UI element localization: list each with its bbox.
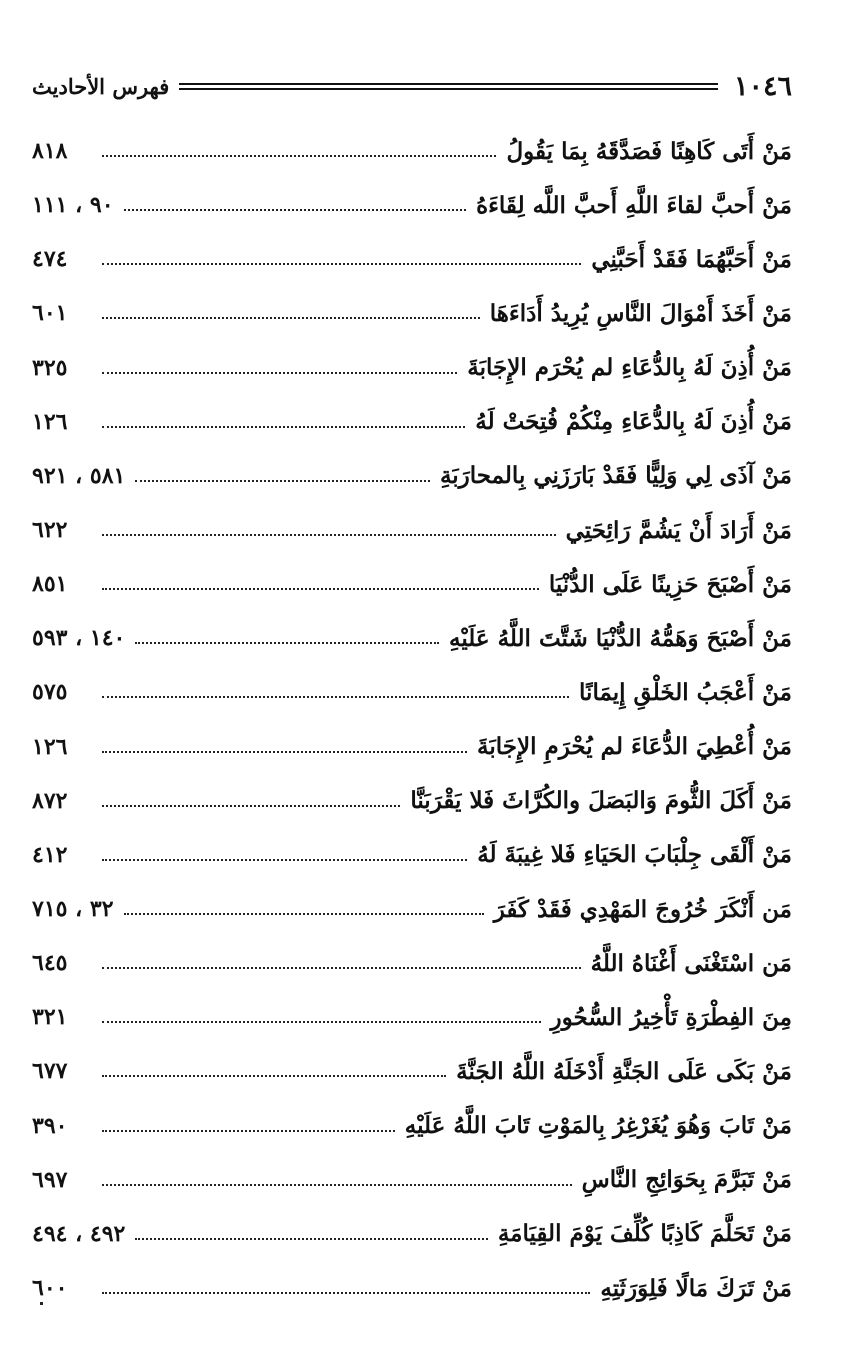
page-reference: ٦٠٠ [32,1275,68,1302]
page-reference: ٦٧٧ [32,1058,68,1085]
dot-leader [102,534,556,536]
dot-leader [102,263,581,265]
hadith-text: مَنْ أَتَى كَاهِنًا فَصَدَّقَهُ بِمَا يَقُولُ [506,137,792,165]
index-entry [32,665,792,719]
page-reference: ٤١٢ [32,841,68,868]
hadith-text: مَنْ أَخَذَ أَمْوَالَ النَّاسِ يُرِيدُ أَدَاءَهَا [489,299,792,327]
index-entry [32,286,792,340]
dot-leader [102,751,467,753]
dot-leader [102,859,467,861]
page-reference: ٦٩٧ [32,1166,68,1193]
page-reference: ١٢٦ [32,733,68,760]
scan-speck [40,1302,43,1305]
hadith-text: مَنْ أَصْبَحَ وَهَمُّهُ الدُّنْيَا شَتَّتَ اللَّهُ عَلَيْهِ [448,624,792,652]
dot-leader [102,805,400,807]
index-entry [32,936,792,990]
page-reference: ٦٤٥ [32,950,68,977]
page-reference: ٦٢٢ [32,517,68,544]
index-entry [32,720,792,774]
index-entry [32,449,792,503]
hadith-text: مَنْ أُذِنَ لَهُ بِالدُّعَاءِ مِنْكُمْ فُتِحَتْ لَهُ [475,408,792,436]
index-entry [32,557,792,611]
page-reference: ٥٨١ ، ٩٢١ [32,462,126,489]
index-entry [32,990,792,1044]
index-entry [32,503,792,557]
hadith-text: مَنْ أَكَلَ الثُّومَ وَالبَصَلَ والكُرَّاثَ فَلا يَقْرَبَنَّا [410,787,792,815]
hadith-text: مِنَ الفِطْرَةِ تَأْخِيرُ السُّحُورِ [550,1003,792,1031]
page-reference: ٨١٨ [32,138,68,165]
page-reference: ٨٧٢ [32,787,68,814]
index-entry [32,1153,792,1207]
dot-leader [102,588,539,590]
dot-leader [102,1021,541,1023]
index-entry [32,774,792,828]
running-title: فهرس الأحاديث [32,73,170,99]
hadith-text: مَنْ تَرَكَ مَالًا فَلِوَرَثَتِهِ [600,1274,792,1302]
page-number: ١٠٤٦ [733,70,792,102]
page-reference: ٤٧٤ [32,246,68,273]
hadith-text: مَنْ بَكَى عَلَى الجَنَّةِ أَدْخَلَهُ اللَّهُ الجَنَّةَ [456,1057,792,1085]
dot-leader [102,1292,590,1294]
dot-leader [102,696,569,698]
hadith-text: مَن اسْتَغْنَى أَغْنَاهُ اللَّهُ [590,949,792,977]
hadith-text: مَنْ أُذِنَ لَهُ بِالدُّعَاءِ لم يُحْرَم الإِجَابَةَ [467,354,792,382]
hadith-text: مَنْ آذَى لِي وَلِيًّا فَقَدْ بَارَزَنِي بِالمحارَبَةِ [439,462,792,490]
page-reference: ٥٧٥ [32,679,68,706]
hadith-index-list [32,124,792,1315]
header-double-rule [179,83,718,90]
hadith-text: مَنْ أَحَبَّهُمَا فَقَدْ أَحَبَّنِي [591,245,792,273]
dot-leader [102,967,581,969]
dot-leader [102,426,465,428]
dot-leader [135,1238,488,1240]
index-entry [32,611,792,665]
dot-leader [124,209,467,211]
hadith-text: مَنْ تَحَلَّمَ كَاذِبًا كُلِّفَ يَوْمَ القِيَامَةِ [497,1220,792,1248]
dot-leader [124,913,484,915]
page-reference: ٣٩٠ [32,1112,68,1139]
index-entry [32,1099,792,1153]
page-reference: ٣٢٥ [32,354,68,381]
page-reference: ٩٠ ، ١١١ [32,192,114,219]
page-reference: ٨٥١ [32,571,68,598]
page-reference: ٣٢ ، ٧١٥ [32,896,114,923]
page-reference: ٣٢١ [32,1004,68,1031]
index-entry [32,1207,792,1261]
dot-leader [102,1184,572,1186]
index-entry [32,1044,792,1098]
index-entry [32,178,792,232]
hadith-text: مَنْ أَعْجَبُ الخَلْقِ إِيمَانًا [579,678,792,706]
dot-leader [102,155,496,157]
dot-leader [135,642,439,644]
index-entry [32,828,792,882]
page-reference: ٤٩٢ ، ٤٩٤ [32,1220,126,1247]
dot-leader [102,372,457,374]
hadith-text: مَنْ تَبَرَّمَ بِحَوَائِجِ النَّاسِ [581,1166,792,1194]
index-entry [32,341,792,395]
index-entry [32,124,792,178]
page-reference: ١٢٦ [32,408,68,435]
dot-leader [102,1075,446,1077]
dot-leader [102,1130,395,1132]
index-entry [32,232,792,286]
dot-leader [135,480,430,482]
hadith-text: مَنْ تَابَ وَهُوَ يُغَرْغِرُ بِالمَوْتِ تَابَ اللَّهُ عَلَيْهِ [404,1112,792,1140]
hadith-text: مَن أَنْكَرَ خُرُوجَ المَهْدِي فَقَدْ كَفَرَ [493,895,792,923]
page-reference: ٦٠١ [32,300,68,327]
hadith-text: مَنْ أُعْطِيَ الدُّعَاءَ لم يُحْرَمِ الإِجَابَةَ [477,733,792,761]
page-header [32,66,792,106]
page-reference: ١٤٠ ، ٥٩٣ [32,625,126,652]
index-entry [32,395,792,449]
hadith-text: مَنْ أَرَادَ أَنْ يَشُمَّ رَائِحَتِي [565,516,792,544]
dot-leader [102,317,480,319]
index-entry [32,1261,792,1315]
hadith-text: مَنْ أَصْبَحَ حَزِينًا عَلَى الدُّنْيَا [548,570,792,598]
index-entry [32,882,792,936]
hadith-text: مَنْ أَلْقَى جِلْبَابَ الحَيَاءِ فَلا غِيبَةَ لَهُ [477,841,792,869]
hadith-text: مَنْ أَحبَّ لقاءَ اللَّهِ أَحبَّ اللَّه لِقَاءَهُ [476,191,792,219]
